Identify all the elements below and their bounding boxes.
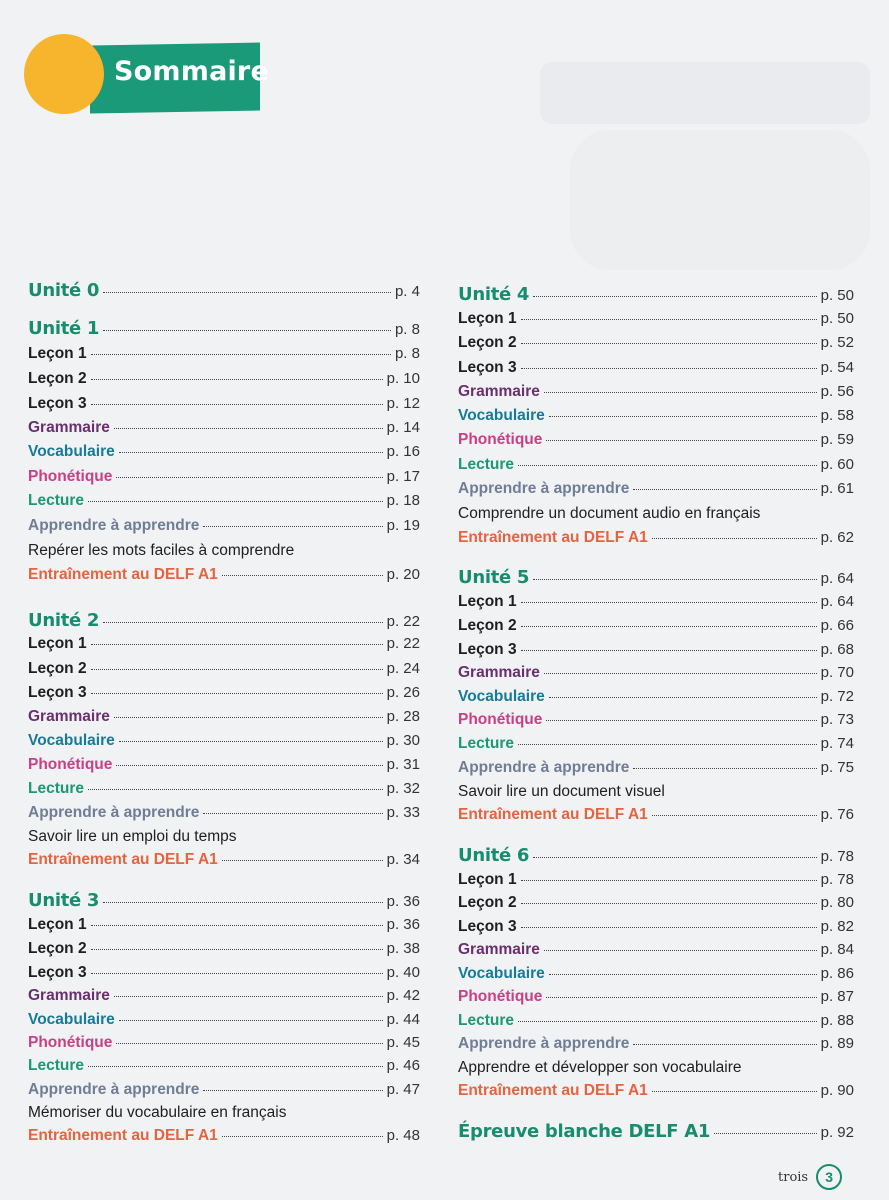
toc-entry-page: p. 46 <box>386 1057 420 1074</box>
toc-entry-page: p. 42 <box>386 987 420 1004</box>
toc-entry-label: Phonétique <box>28 1034 113 1051</box>
page-footer <box>778 1164 842 1190</box>
toc-entry-page: p. 62 <box>820 529 854 546</box>
toc-entry-label: Leçon 1 <box>28 635 87 652</box>
toc-entry[interactable] <box>458 711 854 729</box>
toc-entry-page: p. 47 <box>386 1081 420 1098</box>
dot-leader <box>652 538 817 539</box>
toc-entry-page: p. 19 <box>386 517 420 534</box>
toc-entry-label: Lecture <box>458 456 514 473</box>
dot-leader <box>633 489 816 490</box>
dot-leader <box>203 813 382 814</box>
toc-entry[interactable] <box>458 941 854 959</box>
toc-entry[interactable] <box>28 318 420 339</box>
toc-entry-label: Grammaire <box>28 708 110 725</box>
dot-leader <box>521 880 817 881</box>
toc-entry-page: p. 26 <box>386 684 420 701</box>
toc-entry[interactable] <box>28 1081 420 1099</box>
toc-entry-page: p. 64 <box>820 593 854 610</box>
toc-entry[interactable] <box>458 505 854 523</box>
toc-entry-page: p. 59 <box>820 431 854 448</box>
toc-entry-label: Vocabulaire <box>458 965 545 982</box>
toc-entry-label: Unité 2 <box>28 610 100 631</box>
toc-entry[interactable] <box>458 383 854 401</box>
dot-leader <box>88 1066 383 1067</box>
toc-entry-label: Vocabulaire <box>28 443 115 460</box>
toc-entry-page: p. 70 <box>820 664 854 681</box>
dot-leader <box>521 368 817 369</box>
dot-leader <box>88 501 383 502</box>
dot-leader <box>521 650 817 651</box>
toc-entry-page: p. 50 <box>820 310 854 327</box>
toc-entry-label: Vocabulaire <box>28 732 115 749</box>
toc-entry-label: Apprendre à apprendre <box>458 1035 630 1052</box>
toc-entry-label: Grammaire <box>458 941 540 958</box>
toc-entry-label: Phonétique <box>28 756 113 773</box>
toc-entry-label: Leçon 3 <box>458 359 517 376</box>
dot-leader <box>533 857 817 858</box>
toc-entry-label: Entraînement au DELF A1 <box>458 1082 648 1099</box>
dot-leader <box>119 741 383 742</box>
dot-leader <box>103 330 391 331</box>
toc-entry-page: p. 64 <box>820 570 854 587</box>
toc-entry[interactable] <box>458 1035 854 1053</box>
toc-entry[interactable] <box>458 664 854 682</box>
toc-entry[interactable] <box>458 783 854 801</box>
toc-entry-label: Leçon 1 <box>458 310 517 327</box>
toc-entry[interactable] <box>458 456 854 474</box>
toc-entry-label: Lecture <box>458 1012 514 1029</box>
toc-entry[interactable] <box>458 1082 854 1100</box>
toc-entry[interactable] <box>458 310 854 328</box>
dot-leader <box>91 354 391 355</box>
toc-entry-label: Épreuve blanche DELF A1 <box>458 1121 711 1142</box>
toc-entry-label: Comprendre un document audio en français <box>458 505 761 522</box>
toc-entry-page: p. 52 <box>820 334 854 351</box>
toc-entry-page: p. 30 <box>386 732 420 749</box>
toc-entry[interactable] <box>28 780 420 798</box>
toc-entry-label: Entraînement au DELF A1 <box>28 1127 218 1144</box>
dot-leader <box>116 477 382 478</box>
toc-entry[interactable] <box>458 735 854 753</box>
dot-leader <box>91 644 383 645</box>
dot-leader <box>119 1020 383 1021</box>
dot-leader <box>521 343 817 344</box>
toc-entry-page: p. 45 <box>386 1034 420 1051</box>
dot-leader <box>549 416 817 417</box>
toc-entry-label: Phonétique <box>28 468 113 485</box>
toc-entry-label: Unité 4 <box>458 284 530 305</box>
toc-entry[interactable] <box>458 1121 854 1142</box>
toc-entry-page: p. 24 <box>386 660 420 677</box>
dot-leader <box>103 902 383 903</box>
toc-entry[interactable] <box>458 806 854 824</box>
toc-entry-label: Unité 1 <box>28 318 100 339</box>
dot-leader <box>533 296 817 297</box>
toc-entry[interactable] <box>28 916 420 934</box>
dot-leader <box>714 1133 817 1134</box>
toc-entry[interactable] <box>458 567 854 588</box>
dot-leader <box>114 717 383 718</box>
toc-entry[interactable] <box>458 871 854 889</box>
toc-entry[interactable] <box>28 851 420 869</box>
dot-leader <box>203 526 382 527</box>
toc-entry[interactable] <box>28 370 420 388</box>
toc-entry-label: Leçon 2 <box>458 894 517 911</box>
dot-leader <box>544 950 817 951</box>
toc-entry[interactable] <box>458 894 854 912</box>
toc-entry[interactable] <box>458 480 854 498</box>
toc-entry-page: p. 20 <box>386 566 420 583</box>
dot-leader <box>521 903 817 904</box>
toc-entry-label: Grammaire <box>458 664 540 681</box>
toc-entry[interactable] <box>458 845 854 866</box>
toc-entry-page: p. 22 <box>386 613 420 630</box>
toc-entry-page: p. 87 <box>820 988 854 1005</box>
toc-entry[interactable] <box>28 280 420 301</box>
toc-entry-page: p. 4 <box>394 283 420 300</box>
dot-leader <box>114 996 383 997</box>
toc-entry-page: p. 50 <box>820 287 854 304</box>
toc-entry-page: p. 92 <box>820 1124 854 1141</box>
dot-leader <box>533 579 817 580</box>
toc-entry-label: Entraînement au DELF A1 <box>28 851 218 868</box>
toc-entry-label: Unité 6 <box>458 845 530 866</box>
toc-entry-label: Leçon 2 <box>28 370 87 387</box>
toc-entry-page: p. 36 <box>386 893 420 910</box>
toc-entry[interactable] <box>28 1034 420 1052</box>
toc-entry-label: Vocabulaire <box>458 688 545 705</box>
dot-leader <box>518 465 817 466</box>
toc-entry-label: Leçon 3 <box>28 964 87 981</box>
toc-entry-label: Grammaire <box>28 987 110 1004</box>
toc-entry-page: p. 78 <box>820 848 854 865</box>
toc-entry[interactable] <box>28 345 420 363</box>
toc-entry[interactable] <box>458 334 854 352</box>
toc-entry-label: Repérer les mots faciles à comprendre <box>28 542 295 559</box>
toc-entry-page: p. 66 <box>820 617 854 634</box>
toc-entry-label: Entraînement au DELF A1 <box>458 806 648 823</box>
toc-entry-label: Leçon 2 <box>458 334 517 351</box>
toc-entry[interactable] <box>458 1012 854 1030</box>
toc-entry-page: p. 16 <box>386 443 420 460</box>
toc-entry[interactable] <box>28 684 420 702</box>
toc-entry-label: Leçon 1 <box>458 593 517 610</box>
toc-entry[interactable] <box>458 407 854 425</box>
toc-entry[interactable] <box>28 732 420 750</box>
toc-entry-page: p. 78 <box>820 871 854 888</box>
toc-entry[interactable] <box>28 443 420 461</box>
dot-leader <box>203 1090 382 1091</box>
toc-entry[interactable] <box>28 964 420 982</box>
dot-leader <box>91 925 383 926</box>
dot-leader <box>103 292 391 293</box>
toc-entry-label: Apprendre à apprendre <box>28 1081 200 1098</box>
toc-entry-page: p. 33 <box>386 804 420 821</box>
toc-entry-label: Phonétique <box>458 711 543 728</box>
orange-circle-decoration <box>24 34 104 114</box>
toc-entry-page: p. 48 <box>386 1127 420 1144</box>
dot-leader <box>518 1021 817 1022</box>
toc-entry-label: Leçon 3 <box>28 684 87 701</box>
dot-leader <box>116 1043 382 1044</box>
dot-leader <box>544 392 817 393</box>
dot-leader <box>633 768 816 769</box>
dot-leader <box>546 997 816 998</box>
dot-leader <box>103 622 383 623</box>
dot-leader <box>91 379 383 380</box>
toc-entry-page: p. 58 <box>820 407 854 424</box>
toc-entry[interactable] <box>28 940 420 958</box>
toc-entry[interactable] <box>28 517 420 535</box>
dot-leader <box>521 927 817 928</box>
dot-leader <box>546 440 816 441</box>
toc-entry-label: Phonétique <box>458 988 543 1005</box>
dot-leader <box>544 673 817 674</box>
toc-entry-page: p. 8 <box>394 345 420 362</box>
dot-leader <box>119 452 383 453</box>
toc-entry-page: p. 12 <box>386 395 420 412</box>
toc-entry[interactable] <box>458 359 854 377</box>
toc-entry[interactable] <box>28 708 420 726</box>
toc-entry-page: p. 44 <box>386 1011 420 1028</box>
toc-entry-label: Grammaire <box>458 383 540 400</box>
toc-entry[interactable] <box>458 284 854 305</box>
toc-entry[interactable] <box>28 890 420 911</box>
dot-leader <box>549 697 817 698</box>
toc-entry-label: Leçon 2 <box>28 660 87 677</box>
toc-entry[interactable] <box>28 635 420 653</box>
toc-entry-page: p. 14 <box>386 419 420 436</box>
toc-entry-label: Apprendre à apprendre <box>458 480 630 497</box>
toc-entry-page: p. 88 <box>820 1012 854 1029</box>
dot-leader <box>518 744 817 745</box>
background-ghost-panel <box>540 62 870 124</box>
toc-entry-page: p. 34 <box>386 851 420 868</box>
toc-entry-label: Apprendre et développer son vocabulaire <box>458 1059 742 1076</box>
dot-leader <box>91 949 383 950</box>
toc-entry-label: Entraînement au DELF A1 <box>458 529 648 546</box>
toc-entry-label: Leçon 3 <box>458 918 517 935</box>
toc-entry-page: p. 89 <box>820 1035 854 1052</box>
toc-entry-page: p. 82 <box>820 918 854 935</box>
toc-entry[interactable] <box>458 688 854 706</box>
toc-entry[interactable] <box>458 1059 854 1077</box>
page-number-badge: 3 <box>816 1164 842 1190</box>
dot-leader <box>222 860 383 861</box>
toc-entry[interactable] <box>28 828 420 846</box>
dot-leader <box>549 974 817 975</box>
toc-entry-page: p. 40 <box>386 964 420 981</box>
toc-entry[interactable] <box>28 660 420 678</box>
toc-entry-label: Grammaire <box>28 419 110 436</box>
toc-entry-page: p. 84 <box>820 941 854 958</box>
dot-leader <box>652 1091 817 1092</box>
toc-entry[interactable] <box>458 617 854 635</box>
toc-entry-page: p. 74 <box>820 735 854 752</box>
toc-entry-label: Leçon 2 <box>458 617 517 634</box>
toc-entry-page: p. 86 <box>820 965 854 982</box>
toc-entry-page: p. 68 <box>820 641 854 658</box>
dot-leader <box>91 693 383 694</box>
toc-entry-label: Leçon 3 <box>458 641 517 658</box>
dot-leader <box>546 720 816 721</box>
toc-entry[interactable] <box>28 419 420 437</box>
toc-entry[interactable] <box>458 593 854 611</box>
toc-entry-label: Vocabulaire <box>28 1011 115 1028</box>
dot-leader <box>521 602 817 603</box>
toc-entry-page: p. 56 <box>820 383 854 400</box>
toc-entry[interactable] <box>28 542 420 560</box>
toc-entry-label: Unité 5 <box>458 567 530 588</box>
toc-entry-label: Lecture <box>28 1057 84 1074</box>
toc-entry-page: p. 76 <box>820 806 854 823</box>
dot-leader <box>91 404 383 405</box>
toc-entry-label: Phonétique <box>458 431 543 448</box>
toc-entry-page: p. 38 <box>386 940 420 957</box>
toc-entry-page: p. 22 <box>386 635 420 652</box>
toc-entry-page: p. 31 <box>386 756 420 773</box>
toc-entry[interactable] <box>28 1127 420 1145</box>
dot-leader <box>222 1136 383 1137</box>
toc-entry-label: Lecture <box>28 492 84 509</box>
toc-entry[interactable] <box>28 1104 420 1122</box>
toc-entry-page: p. 75 <box>820 759 854 776</box>
toc-entry[interactable] <box>458 965 854 983</box>
dot-leader <box>88 789 383 790</box>
background-ghost-shape <box>570 130 870 270</box>
toc-entry-label: Apprendre à apprendre <box>458 759 630 776</box>
toc-entry-label: Unité 3 <box>28 890 100 911</box>
toc-entry[interactable] <box>28 492 420 510</box>
page-number-word: trois <box>778 1169 809 1185</box>
toc-entry[interactable] <box>458 988 854 1006</box>
page-header <box>24 34 269 114</box>
toc-entry-label: Leçon 3 <box>28 395 87 412</box>
toc-entry-page: p. 73 <box>820 711 854 728</box>
dot-leader <box>91 669 383 670</box>
toc-entry[interactable] <box>458 641 854 659</box>
toc-entry-label: Unité 0 <box>28 280 100 301</box>
toc-entry-page: p. 61 <box>820 480 854 497</box>
toc-entry[interactable] <box>28 1057 420 1075</box>
toc-entry[interactable] <box>28 804 420 822</box>
toc-entry-page: p. 60 <box>820 456 854 473</box>
toc-entry[interactable] <box>458 529 854 547</box>
dot-leader <box>114 428 383 429</box>
toc-entry-page: p. 17 <box>386 468 420 485</box>
toc-entry-label: Leçon 1 <box>458 871 517 888</box>
toc-entry-page: p. 32 <box>386 780 420 797</box>
toc-entry-label: Leçon 1 <box>28 916 87 933</box>
toc-entry-page: p. 72 <box>820 688 854 705</box>
toc-entry-page: p. 80 <box>820 894 854 911</box>
toc-entry-label: Vocabulaire <box>458 407 545 424</box>
toc-entry[interactable] <box>28 395 420 413</box>
toc-entry-page: p. 28 <box>386 708 420 725</box>
toc-entry[interactable] <box>458 431 854 449</box>
toc-entry-page: p. 36 <box>386 916 420 933</box>
toc-entry-label: Apprendre à apprendre <box>28 804 200 821</box>
toc-entry[interactable] <box>28 566 420 584</box>
toc-entry-label: Lecture <box>28 780 84 797</box>
toc-entry-label: Savoir lire un document visuel <box>458 783 665 800</box>
toc-entry-page: p. 18 <box>386 492 420 509</box>
toc-entry[interactable] <box>28 756 420 774</box>
toc-entry[interactable] <box>458 918 854 936</box>
dot-leader <box>116 765 382 766</box>
dot-leader <box>633 1044 816 1045</box>
dot-leader <box>521 319 817 320</box>
dot-leader <box>652 815 817 816</box>
toc-entry-label: Leçon 2 <box>28 940 87 957</box>
toc-entry-page: p. 10 <box>386 370 420 387</box>
toc-entry-label: Apprendre à apprendre <box>28 517 200 534</box>
toc-entry-page: p. 90 <box>820 1082 854 1099</box>
toc-entry-label: Leçon 1 <box>28 345 87 362</box>
toc-entry-page: p. 8 <box>394 321 420 338</box>
dot-leader <box>521 626 817 627</box>
dot-leader <box>91 973 383 974</box>
dot-leader <box>222 575 383 576</box>
toc-entry[interactable] <box>28 468 420 486</box>
toc-entry-label: Mémoriser du vocabulaire en français <box>28 1104 287 1121</box>
toc-entry[interactable] <box>28 987 420 1005</box>
toc-entry-label: Savoir lire un emploi du temps <box>28 828 237 845</box>
toc-entry[interactable] <box>28 1011 420 1029</box>
toc-entry-label: Lecture <box>458 735 514 752</box>
toc-entry[interactable] <box>458 759 854 777</box>
toc-entry-label: Entraînement au DELF A1 <box>28 566 218 583</box>
toc-entry-page: p. 54 <box>820 359 854 376</box>
toc-entry[interactable] <box>28 610 420 631</box>
page-title: Sommaire <box>114 56 269 87</box>
